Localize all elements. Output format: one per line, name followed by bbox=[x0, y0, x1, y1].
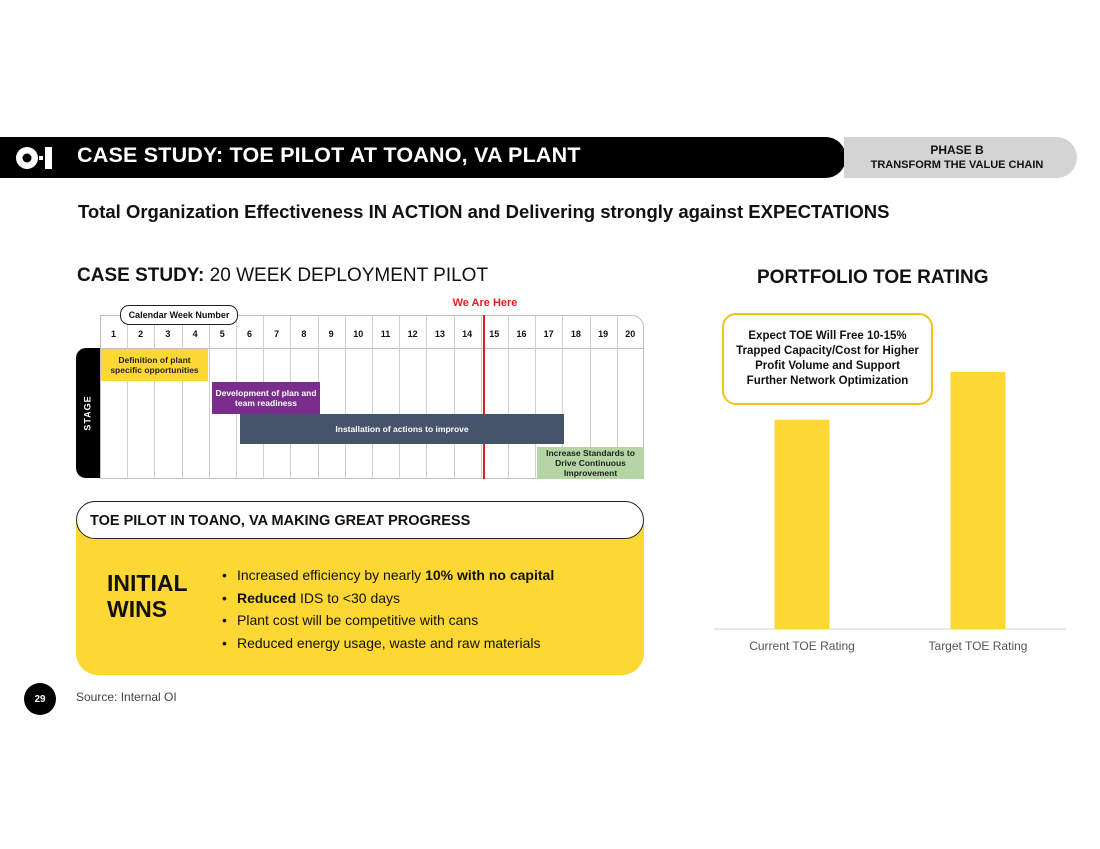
calendar-week-label: Calendar Week Number bbox=[120, 305, 238, 325]
week-number: 5 bbox=[219, 329, 225, 339]
week-number: 10 bbox=[353, 329, 364, 339]
week-number: 8 bbox=[301, 329, 307, 339]
wins-list bbox=[222, 564, 554, 654]
list-item: • Plant cost will be competitive with cans bbox=[222, 609, 554, 632]
week-number: 17 bbox=[543, 329, 554, 339]
gantt-task-definition: Definition of plant specific opportunities bbox=[101, 349, 208, 381]
week-number: 19 bbox=[598, 329, 609, 339]
chart-bar bbox=[951, 372, 1006, 629]
phase-label: PHASE B bbox=[930, 143, 984, 157]
week-number: 2 bbox=[138, 329, 144, 339]
week-number: 16 bbox=[516, 329, 527, 339]
week-number: 9 bbox=[328, 329, 334, 339]
stage-label: STAGE bbox=[83, 395, 93, 431]
gantt-gridline bbox=[454, 315, 455, 479]
week-number: 18 bbox=[570, 329, 581, 339]
gantt-gridline bbox=[508, 315, 509, 479]
list-item: • Increased efficiency by nearly 10% with no capital bbox=[222, 564, 554, 587]
progress-title: TOE PILOT IN TOANO, VA MAKING GREAT PROGRESS bbox=[90, 513, 471, 529]
gantt-gridline bbox=[345, 315, 346, 479]
week-number: 14 bbox=[462, 329, 473, 339]
gantt-gridline bbox=[154, 315, 155, 479]
week-number: 12 bbox=[407, 329, 418, 339]
week-number: 11 bbox=[380, 329, 391, 339]
page-title: CASE STUDY: TOE PILOT AT TOANO, VA PLANT bbox=[77, 143, 581, 167]
gantt-gridline bbox=[182, 315, 183, 479]
initial-wins-heading: INITIAL WINS bbox=[107, 570, 188, 622]
list-item: • Reduced energy usage, waste and raw materials bbox=[222, 632, 554, 655]
gantt-gridline bbox=[399, 315, 400, 479]
gantt-task-installation: Installation of actions to improve bbox=[240, 414, 564, 444]
gantt-task-standards: Increase Standards to Drive Continuous Improvement bbox=[537, 447, 644, 479]
callout-box: Expect TOE Will Free 10-15% Trapped Capacity/Cost for Higher Profit Volume and Support Further Network Optimization bbox=[722, 313, 933, 405]
week-number: 13 bbox=[434, 329, 445, 339]
week-number: 20 bbox=[625, 329, 636, 339]
gantt-gridline bbox=[209, 315, 210, 479]
week-number: 15 bbox=[489, 329, 500, 339]
week-number: 6 bbox=[246, 329, 252, 339]
gantt-gridline bbox=[481, 315, 482, 479]
source-note: Source: Internal OI bbox=[76, 690, 177, 704]
page-number: 29 bbox=[24, 683, 56, 715]
gantt-gridline bbox=[426, 315, 427, 479]
x-tick-label: Target TOE Rating bbox=[928, 639, 1028, 653]
subtitle: Total Organization Effectiveness IN ACTION and Delivering strongly against EXPECTATIONS bbox=[78, 201, 890, 222]
x-tick-label: Current TOE Rating bbox=[749, 639, 855, 653]
gantt-gridline bbox=[127, 315, 128, 479]
week-number: 3 bbox=[165, 329, 171, 339]
list-item: • Reduced IDS to <30 days bbox=[222, 587, 554, 610]
gantt-task-development: Development of plan and team readiness bbox=[212, 382, 320, 414]
week-number: 1 bbox=[110, 329, 116, 339]
chart-title: PORTFOLIO TOE RATING bbox=[757, 267, 989, 288]
week-number: 4 bbox=[192, 329, 198, 339]
case-study-heading: CASE STUDY: 20 WEEK DEPLOYMENT PILOT bbox=[77, 265, 489, 286]
we-are-here-marker bbox=[483, 315, 485, 479]
phase-description: TRANSFORM THE VALUE CHAIN bbox=[870, 159, 1044, 171]
we-are-here-label: We Are Here bbox=[452, 297, 518, 309]
oi-logo-icon bbox=[14, 143, 56, 173]
gantt-gridline bbox=[372, 315, 373, 479]
week-number: 7 bbox=[274, 329, 280, 339]
chart-bar bbox=[775, 420, 830, 629]
